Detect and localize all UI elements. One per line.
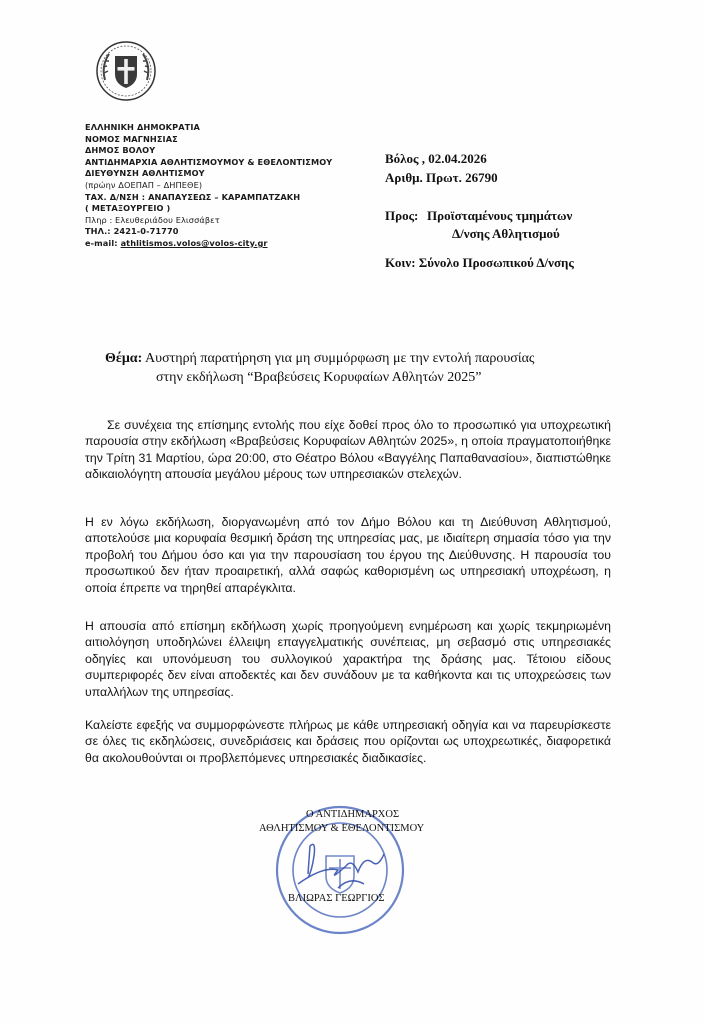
sender-line: ΔΗΜΟΣ ΒΟΛΟΥ xyxy=(85,145,156,156)
recipient-line2: Δ/νσης Αθλητισμού xyxy=(452,226,560,241)
recipient-line1: Προϊσταμένους τμημάτων xyxy=(427,208,573,223)
body-paragraph-3: Η απουσία από επίσημη εκδήλωση χωρίς προηγούμενη ενημέρωση και χωρίς τεκμηριωμένη αιτιολόγηση υποδηλώνει έλλειψη επαγγελματικής συνέπειας, μη σεβασμό στις υπηρεσιακές οδηγίες και υπονόμευση του συλλογικού χαρακτήρα της δράσης μας. Τέτοιου είδους συμπεριφορές δεν είναι αποδεκτές και δεν συνάδουν με τα καθήκοντα και τις υποχρεώσεις των υπαλλήλων της υπηρεσίας. xyxy=(85,619,611,699)
sender-line: ΤΗΛ.: 2421-0-71770 xyxy=(85,226,179,237)
recipient-label: Προς: xyxy=(385,208,419,223)
cc-line: Κοιν: Σύνολο Προσωπικού Δ/νσης xyxy=(385,255,574,270)
sender-line: ΕΛΛΗΝΙΚΗ ΔΗΜΟΚΡΑΤΙΑ xyxy=(85,122,200,132)
body-paragraph-4: Καλείστε εφεξής να συμμορφώνεστε πλήρως με κάθε υπηρεσιακή οδηγία και να παρευρίσκεστε σε όλες τις εκδηλώσεις, συνεδριάσεις και δράσεις που ορίζονται ως υποχρεωτικές, διαφορετικά θα ακολουθούνται οι προβλεπόμενες υπηρεσιακές διαδικασίες. xyxy=(85,718,611,765)
protocol-number: Αριθμ. Πρωτ. 26790 xyxy=(385,170,498,185)
subject-line2: στην εκδήλωση “Βραβεύσεις Κορυφαίων Αθλητών 2025” xyxy=(156,370,482,385)
email-label: e-mail: xyxy=(85,237,118,248)
signature-title2: ΑΘΛΗΤΙΣΜΟΥ & ΕΘΕΛΟΝΤΙΣΜΟΥ xyxy=(259,823,425,834)
sender-line: ( ΜΕΤΑΞΟΥΡΓΕΙΟ ) xyxy=(85,203,171,214)
sender-line: Πληρ : Ελευθεριάδου Ελισσάβετ xyxy=(85,214,220,225)
sender-line: ΝΟΜΟΣ ΜΑΓΝΗΣΙΑΣ xyxy=(85,133,178,144)
sender-line: (πρώην ΔΟΕΠΑΠ – ΔΗΠΕΘΕ) xyxy=(85,179,203,190)
date: Βόλος , 02.04.2026 xyxy=(385,151,487,166)
body-paragraph-1: Σε συνέχεια της επίσημης εντολής που είχε δοθεί προς όλο το προσωπικό για υποχρεωτική παρουσία στην εκδήλωση «Βραβεύσεις Κορυφαίων Αθλητών 2025», η οποία πραγματοποιήθηκε την Τρίτη 31 Μαρτίου, ώρα 20:00, στο Θέατρο Βόλου «Βαγγέλης Παπαθανασίου», διαπιστώθηκε αδικαιολόγητη απουσία μεγάλου μέρους των υπηρεσιακών στελεχών. xyxy=(85,418,611,482)
sender-block xyxy=(85,122,385,250)
greek-emblem-icon xyxy=(95,40,157,102)
body-paragraph-2: Η εν λόγω εκδήλωση, διοργανωμένη από τον Δήμο Βόλου και τη Διεύθυνση Αθλητισμού, αποτελούσε μια κορυφαία θεσμική δράση της υπηρεσίας μας, με ιδιαίτερη σημασία τόσο για την προβολή του Δήμου όσο και για την παρουσίαση του έργου της Διεύθυνσης. Η παρουσία του προσωπικού δεν ήταν προαιρετική, αλλά σαφώς καθορισμένη ως υπηρεσιακή υποχρέωση, η οποία έπρεπε να τηρηθεί απαρέγκλιτα. xyxy=(85,515,611,595)
subject xyxy=(105,349,534,387)
sender-email-line xyxy=(85,238,385,250)
sender-line: ΤΑΧ. Δ/ΝΣΗ : ΑΝΑΠΑΥΣΕΩΣ – ΚΑΡΑΜΠΑΤΖΑΚΗ xyxy=(85,191,301,202)
subject-label: Θέμα: xyxy=(105,351,143,366)
signatory-name: ΒΛΙΩΡΑΣ ΓΕΩΡΓΙΟΣ xyxy=(288,893,385,904)
sender-line: ΑΝΤΙΔΗΜΑΡΧΙΑ ΑΘΛΗΤΙΣΜΟΥΜΟΥ & ΕΘΕΛΟΝΤΙΣΜΟΥ xyxy=(85,156,333,167)
subject-line1: Αυστηρή παρατήρηση για μη συμμόρφωση με την εντολή παρουσίας xyxy=(145,351,535,366)
email-link[interactable]: athlitismos.volos@volos-city.gr xyxy=(120,237,268,248)
sender-line: ΔΙΕΥΘΥΝΣΗ ΑΘΛΗΤΙΣΜΟΥ xyxy=(85,168,205,179)
signature-title1: Ο ΑΝΤΙΔΗΜΑΡΧΟΣ xyxy=(306,809,400,820)
